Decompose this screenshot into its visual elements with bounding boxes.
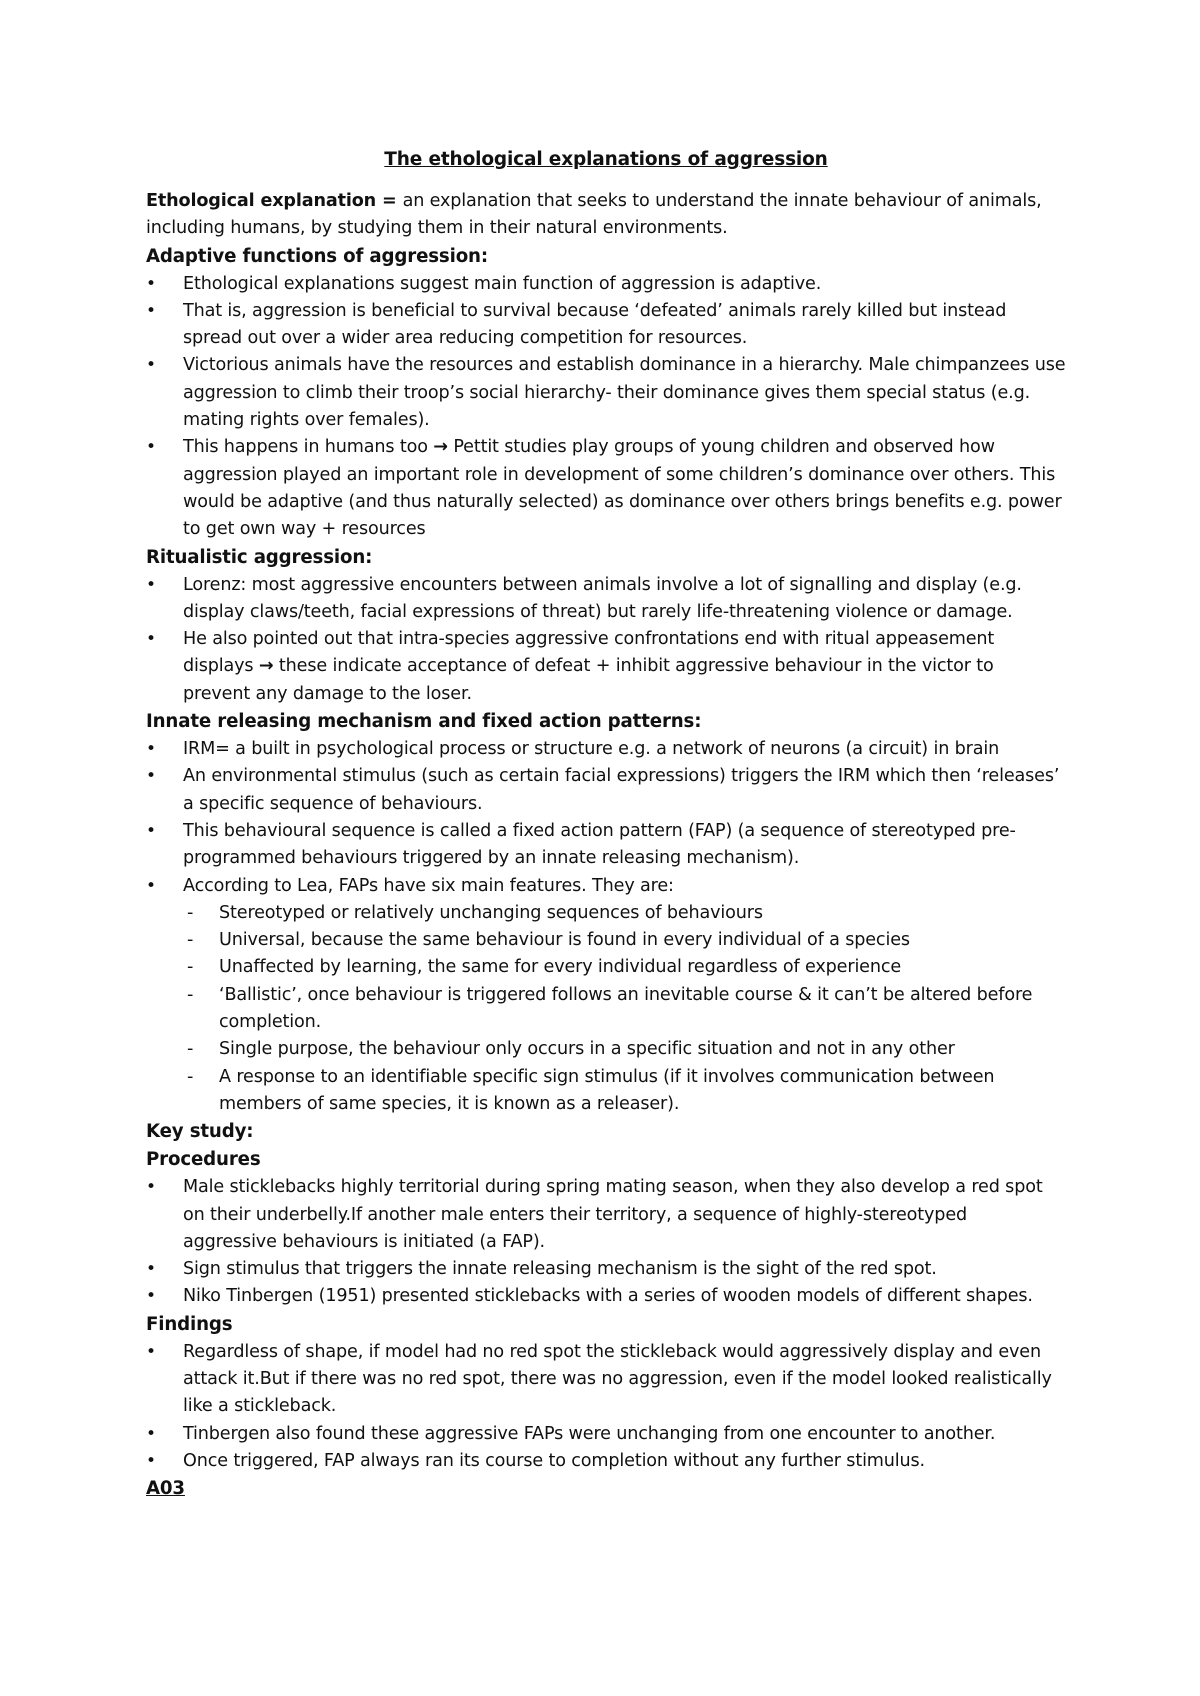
heading-findings: Findings <box>146 1313 233 1335</box>
list-item: • Sign stimulus that triggers the innate releasing mechanism is the sight of the red spot. <box>146 1256 1066 1283</box>
procedures-list <box>146 1174 1066 1310</box>
list-item <box>146 434 1066 543</box>
ritualistic-list <box>146 572 1066 708</box>
feature-item: - Unaffected by learning, the same for every individual regardless of experience <box>146 954 1066 981</box>
list-item-text: He also pointed out that intra-species aggressive confrontations end with ritual appeasement displays <box>183 629 995 677</box>
findings-list <box>146 1339 1066 1475</box>
list-item: • Tinbergen also found these aggressive FAPs were unchanging from one encounter to another. <box>146 1421 1066 1448</box>
list-item: • IRM= a built in psychological process or structure e.g. a network of neurons (a circuit) in brain <box>146 736 1066 763</box>
heading-irm-fap: Innate releasing mechanism and fixed action patterns: <box>146 711 702 733</box>
list-item: • Male sticklebacks highly territorial during spring mating season, when they also develop a red spot on their underbelly.If another male enters their territory, a sequence of highly-stereotyped aggressive behaviours is initiated (a FAP). <box>146 1174 1066 1256</box>
list-item-text: This happens in humans too <box>183 437 434 458</box>
list-item: • That is, aggression is beneficial to survival because ‘defeated’ animals rarely killed but instead spread out over a wider area reducing competition for resources. <box>146 298 1066 353</box>
feature-item: - Single purpose, the behaviour only occurs in a specific situation and not in any other <box>146 1036 1066 1063</box>
irm-list <box>146 736 1066 900</box>
list-item: • Once triggered, FAP always ran its course to completion without any further stimulus. <box>146 1448 1066 1475</box>
feature-item: - A response to an identifiable specific sign stimulus (if it involves communication between members of same species, it is known as a releaser). <box>146 1064 1066 1119</box>
definition-paragraph <box>146 188 1066 243</box>
list-item-text: these indicate acceptance of defeat + inhibit aggressive behaviour in the victor to prevent any damage to the loser. <box>183 656 994 704</box>
list-item: • According to Lea, FAPs have six main features. They are: <box>146 873 1066 900</box>
list-item: • Niko Tinbergen (1951) presented sticklebacks with a series of wooden models of different shapes. <box>146 1283 1066 1310</box>
definition-text: an explanation that seeks to understand the innate behaviour of animals, including humans, by studying them in their natural environments. <box>146 191 1042 239</box>
document-page <box>146 146 1066 1503</box>
page-title: The ethological explanations of aggression <box>384 149 828 170</box>
list-item: • This behavioural sequence is called a fixed action pattern (FAP) (a sequence of stereotyped pre-programmed behaviours triggered by an innate releasing mechanism). <box>146 818 1066 873</box>
heading-ao3: A03 <box>146 1478 185 1500</box>
list-item: • Regardless of shape, if model had no red spot the stickleback would aggressively display and even attack it.But if there was no red spot, there was no aggression, even if the model looked realistically like a stickleback. <box>146 1339 1066 1421</box>
feature-item: - ‘Ballistic’, once behaviour is triggered follows an inevitable course & it can’t be altered before completion. <box>146 982 1066 1037</box>
fap-features-list <box>146 900 1066 1118</box>
feature-item: - Universal, because the same behaviour is found in every individual of a species <box>146 927 1066 954</box>
arrow-right-icon: → <box>258 656 274 677</box>
heading-adaptive-functions: Adaptive functions of aggression: <box>146 245 488 267</box>
list-item: • Lorenz: most aggressive encounters between animals involve a lot of signalling and display (e.g. display claws/teeth, facial expressions of threat) but rarely life-threatening violence or damage. <box>146 572 1066 627</box>
list-item: • Victorious animals have the resources and establish dominance in a hierarchy. Male chimpanzees use aggression to climb their troop’s social hierarchy- their dominance gives them special status (e.g. mating rights over females). <box>146 352 1066 434</box>
list-item-text: Pettit studies play groups of young children and observed how aggression played an important role in development of some children’s dominance over others. This would be adaptive (and thus naturally selected) as dominance over others brings benefits e.g. power to get own way + resources <box>183 437 1062 540</box>
heading-key-study: Key study: <box>146 1121 254 1143</box>
list-item: • Ethological explanations suggest main function of aggression is adaptive. <box>146 271 1066 298</box>
heading-procedures: Procedures <box>146 1149 261 1171</box>
list-item: • An environmental stimulus (such as certain facial expressions) triggers the IRM which then ‘releases’ a specific sequence of behaviours. <box>146 763 1066 818</box>
adaptive-list <box>146 271 1066 544</box>
heading-ritualistic-aggression: Ritualistic aggression: <box>146 546 373 568</box>
definition-term: Ethological explanation = <box>146 191 403 211</box>
list-item <box>146 626 1066 708</box>
feature-item: - Stereotyped or relatively unchanging sequences of behaviours <box>146 900 1066 927</box>
arrow-right-icon: → <box>433 437 448 458</box>
